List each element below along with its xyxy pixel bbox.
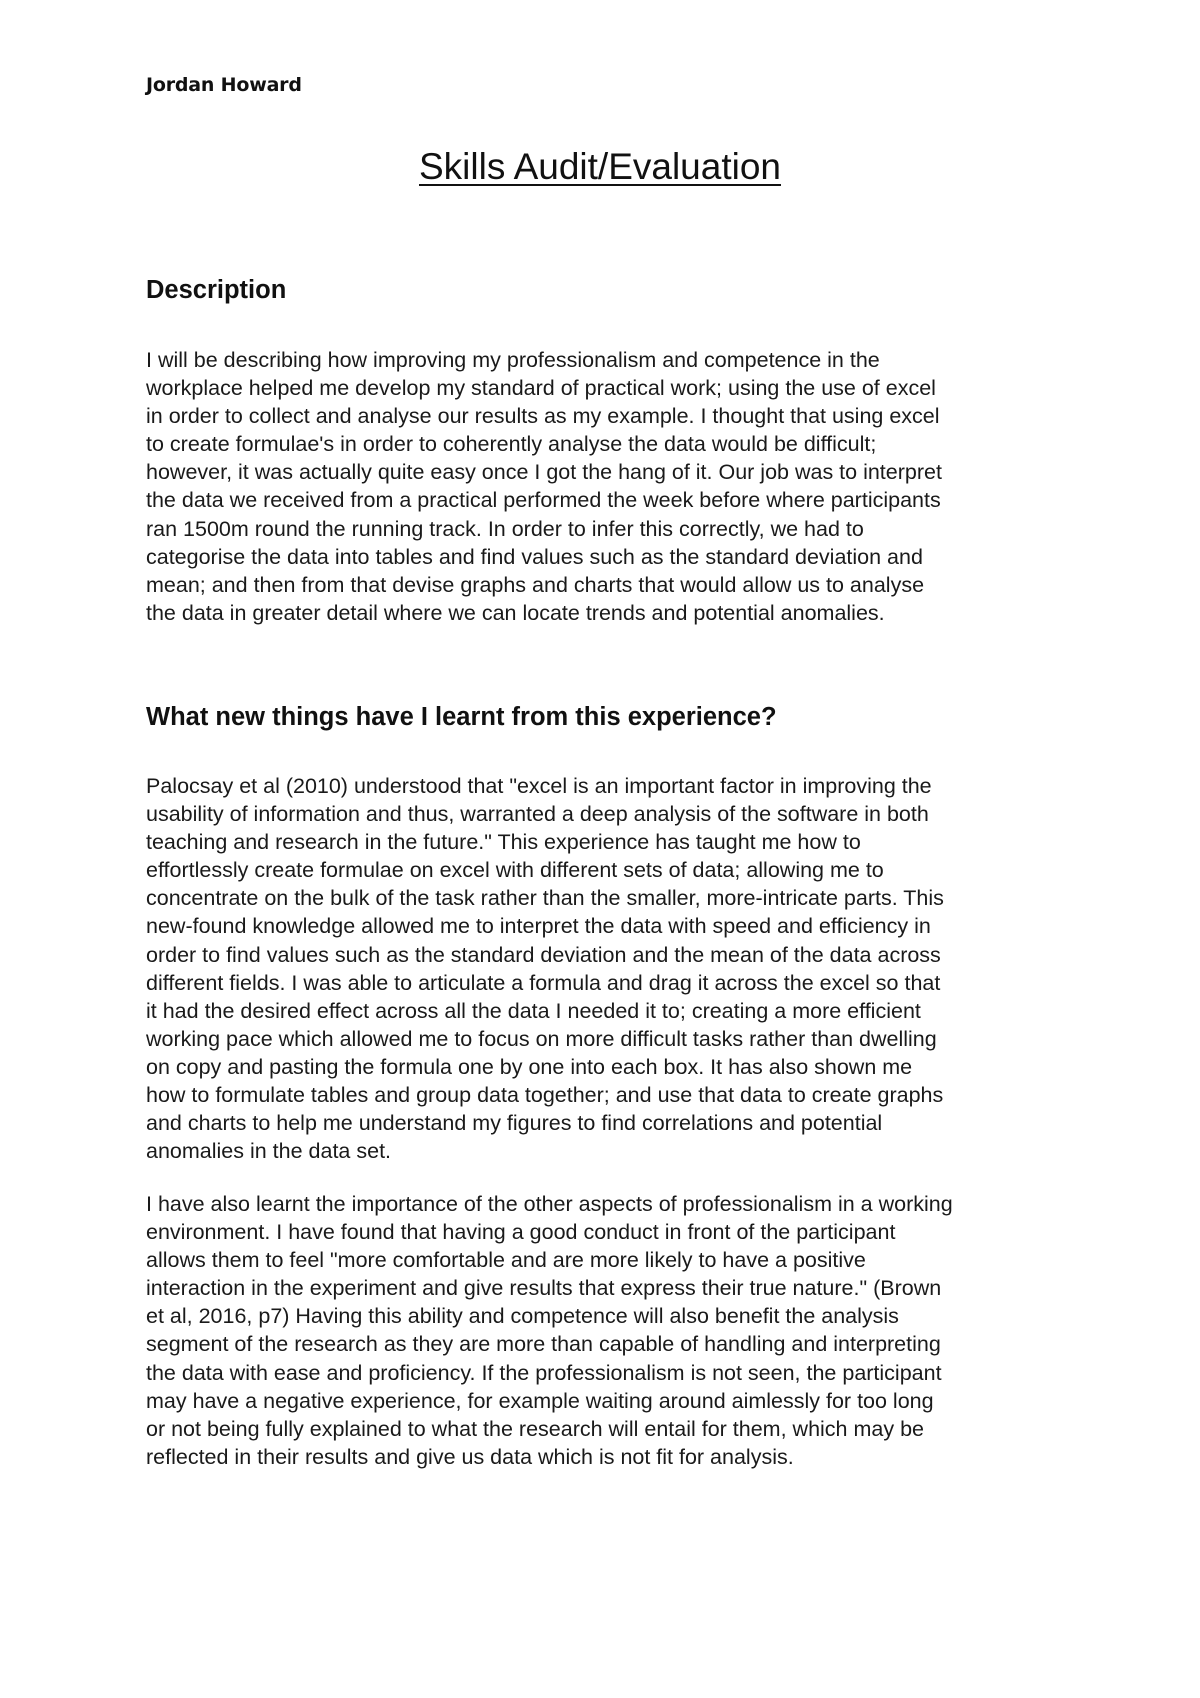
paragraph-line: and charts to help me understand my figures to find correlations and potential [146, 1111, 883, 1136]
paragraph-line: the data we received from a practical performed the week before where participants [146, 488, 941, 513]
paragraph-line: segment of the research as they are more than capable of handling and interpreting [146, 1332, 941, 1357]
paragraph-line: new-found knowledge allowed me to interpret the data with speed and efficiency in [146, 914, 931, 939]
paragraph-line: usability of information and thus, warranted a deep analysis of the software in both [146, 802, 929, 827]
paragraph-line: Palocsay et al (2010) understood that "excel is an important factor in improving the [146, 774, 932, 798]
paragraph-line: interaction in the experiment and give results that express their true nature." (Brown [146, 1276, 942, 1301]
paragraph-line: anomalies in the data set. [146, 1139, 392, 1164]
paragraph-line: concentrate on the bulk of the task rather than the smaller, more-intricate parts. This [146, 886, 944, 911]
paragraph-line: different fields. I was able to articulate a formula and drag it across the excel so that [146, 970, 941, 995]
section-heading-description: Description [146, 276, 287, 304]
page-title: Skills Audit/Evaluation [419, 146, 781, 187]
paragraph-line: or not being fully explained to what the research will entail for them, which may be [146, 1416, 924, 1441]
paragraph-line: effortlessly create formulae on excel with different sets of data; allowing me to [146, 858, 884, 883]
paragraph-line: it had the desired effect across all the data I needed it to; creating a more efficient [146, 998, 921, 1023]
paragraph-line: reflected in their results and give us data which is not fit for analysis. [146, 1444, 794, 1469]
paragraph-line: categorise the data into tables and find values such as the standard deviation and [146, 544, 923, 569]
paragraph-line: on copy and pasting the formula one by one into each box. It has also shown me [146, 1054, 913, 1079]
paragraph-line: I will be describing how improving my professionalism and competence in the [146, 348, 880, 372]
paragraph-line: how to formulate tables and group data together; and use that data to create graphs [146, 1083, 944, 1108]
learnt-paragraph-1 [146, 772, 1086, 1165]
paragraph-line: the data with ease and proficiency. If the professionalism is not seen, the participant [146, 1360, 942, 1385]
paragraph-line: mean; and then from that devise graphs and charts that would allow us to analyse [146, 572, 925, 597]
paragraph-line: working pace which allowed me to focus on more difficult tasks rather than dwelling [146, 1026, 937, 1051]
paragraph-line: workplace helped me develop my standard of practical work; using the use of excel [146, 376, 936, 401]
paragraph-line: may have a negative experience, for example waiting around aimlessly for too long [146, 1388, 934, 1413]
paragraph-line: however, it was actually quite easy once I got the hang of it. Our job was to interpret [146, 460, 942, 485]
paragraph-line: order to find values such as the standard deviation and the mean of the data across [146, 942, 941, 967]
paragraph-line: to create formulae's in order to coherently analyse the data would be difficult; [146, 432, 877, 457]
author-name: Jordan Howard [146, 74, 302, 96]
paragraph-line: ran 1500m round the running track. In order to infer this correctly, we had to [146, 516, 864, 541]
section-heading-learnt: What new things have I learnt from this experience? [146, 703, 777, 731]
paragraph-line: environment. I have found that having a good conduct in front of the participant [146, 1220, 896, 1245]
learnt-paragraph-2 [146, 1190, 1086, 1471]
paragraph-line: in order to collect and analyse our results as my example. I thought that using excel [146, 404, 940, 429]
paragraph-line: allows them to feel "more comfortable and are more likely to have a positive [146, 1248, 866, 1273]
paragraph-line: I have also learnt the importance of the other aspects of professionalism in a working [146, 1192, 953, 1216]
paragraph-line: teaching and research in the future." This experience has taught me how to [146, 830, 861, 855]
paragraph-line: et al, 2016, p7) Having this ability and competence will also benefit the analysis [146, 1304, 899, 1329]
paragraph-line: the data in greater detail where we can locate trends and potential anomalies. [146, 600, 885, 625]
description-paragraph [146, 346, 1086, 627]
